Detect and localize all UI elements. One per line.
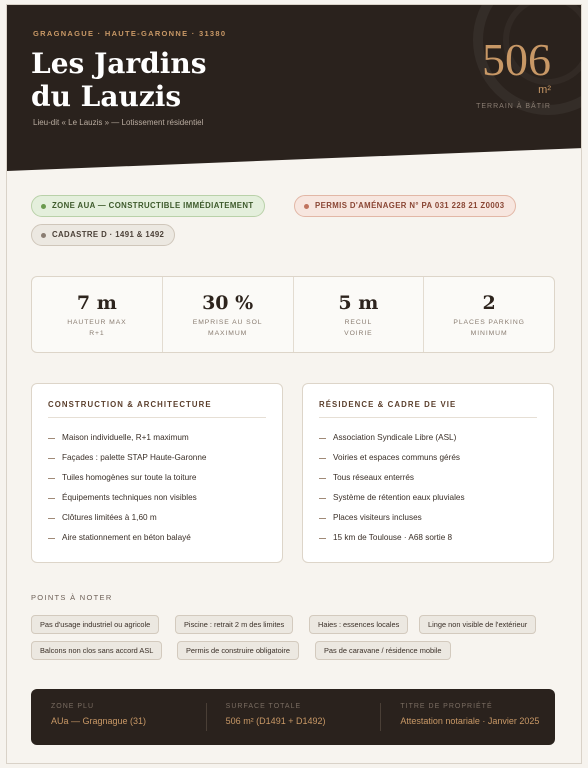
list-item-text: Tous réseaux enterrés [333,473,415,482]
footer-bar [31,689,555,745]
area-unit: m² [538,84,551,96]
footer-title-deed [380,689,555,745]
stat-label: RECUL [344,319,373,326]
list-item [48,428,266,448]
list-item [319,508,537,528]
list-item-text: Maison individuelle, R+1 maximum [62,433,189,442]
list-item-text: 15 km de Toulouse · A68 sortie 8 [333,533,453,542]
note-chip: Piscine : retrait 2 m des limites [175,615,293,634]
stat-sublabel: VOIRIE [344,330,373,337]
stat-value: 5 m [338,292,379,314]
permis-badge [294,195,516,217]
list-item [48,468,266,488]
stat-height [32,277,163,352]
footer-label: ZONE PLU [51,703,95,710]
dash-icon [48,498,55,499]
stat-sublabel: MINIMUM [470,330,508,337]
stat-value: 30 % [202,292,254,314]
list-item [48,448,266,468]
stats-panel [31,276,555,353]
dash-icon [319,438,326,439]
list-item [319,528,537,548]
list-item [48,508,266,528]
stat-label: PLACES PARKING [453,319,525,326]
list-item-text: Clôtures limitées à 1,60 m [62,513,157,522]
footer-label: TITRE DE PROPRIÉTÉ [400,703,493,710]
list-item-text: Voiries et espaces communs gérés [333,453,460,462]
location-line: GRAGNAGUE · HAUTE-GARONNE · 31380 [33,29,227,38]
area-value: 506 [482,34,551,85]
card-title: CONSTRUCTION & ARCHITECTURE [48,400,266,418]
list-item [48,488,266,508]
dash-icon [319,458,326,459]
list-item-text: Équipements techniques non visibles [62,493,197,502]
list-item-text: Places visiteurs incluses [333,513,422,522]
title-line-1: Les Jardins [31,47,207,80]
note-chip: Pas d'usage industriel ou agricole [31,615,159,634]
list-item [319,468,537,488]
footer-value: Attestation notariale · Janvier 2025 [400,716,540,726]
stat-label: EMPRISE AU SOL [192,319,263,326]
list-item-text: Association Syndicale Libre (ASL) [333,433,457,442]
stat-label: HAUTEUR MAX [67,319,127,326]
list-item-text: Système de rétention eaux pluviales [333,493,465,502]
construction-card [31,383,283,563]
list-item-text: Façades : palette STAP Haute-Garonne [62,453,207,462]
stat-value: 7 m [76,292,117,314]
list-item [319,428,537,448]
list-item-text: Tuiles homogènes sur toute la toiture [62,473,197,482]
zone-badge-label: ZONE AUA — CONSTRUCTIBLE IMMÉDIATEMENT [52,201,254,210]
list-item-text: Aire stationnement en béton balayé [62,533,191,542]
stat-sublabel: R+1 [89,330,105,337]
note-chip: Haies : essences locales [309,615,408,634]
footer-label: SURFACE TOTALE [225,703,302,710]
document-page [6,4,582,764]
permis-badge-label: PERMIS D'AMÉNAGER N° PA 031 228 21 Z0003 [315,201,505,210]
list-item [319,488,537,508]
points-title: POINTS À NOTER [31,593,113,602]
footer-value: 506 m² (D1491 + D1492) [225,716,326,726]
green-dot-icon [41,204,46,209]
residence-list [319,428,537,548]
note-chip: Balcons non clos sans accord ASL [31,641,162,660]
stat-footprint [163,277,294,352]
stat-sublabel: MAXIMUM [208,330,248,337]
area-label: TERRAIN À BÂTIR [476,103,551,110]
stat-value: 2 [482,292,496,314]
zone-badge [31,195,265,217]
note-chip: Pas de caravane / résidence mobile [315,641,451,660]
card-title: RÉSIDENCE & CADRE DE VIE [319,400,537,418]
footer-zone [31,689,206,745]
cadastre-badge-label: CADASTRE D · 1491 & 1492 [52,230,165,239]
dash-icon [319,518,326,519]
note-chip: Permis de construire obligatoire [177,641,299,660]
dash-icon [319,498,326,499]
pink-dot-icon [304,204,309,209]
cadastre-badge [31,224,175,246]
page-title [31,47,291,113]
dash-icon [48,478,55,479]
dash-icon [319,478,326,479]
dash-icon [48,518,55,519]
dash-icon [48,458,55,459]
footer-surface [206,689,381,745]
list-item [319,448,537,468]
footer-value: AUa — Gragnague (31) [51,716,147,726]
note-chip: Linge non visible de l'extérieur [419,615,536,634]
construction-list [48,428,266,548]
residence-card [302,383,554,563]
dash-icon [319,538,326,539]
dash-icon [48,538,55,539]
list-item [48,528,266,548]
stat-setback [294,277,425,352]
stat-parking [424,277,554,352]
grey-dot-icon [41,233,46,238]
page-subtitle: Lieu-dit « Le Lauzis » — Lotissement résidentiel [33,118,204,127]
dash-icon [48,438,55,439]
title-line-2: du Lauzis [31,80,182,113]
